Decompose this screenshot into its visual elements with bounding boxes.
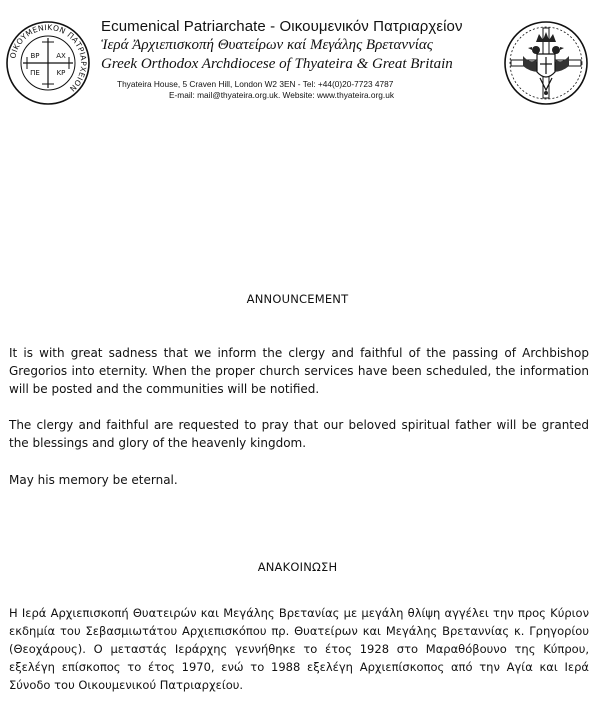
seal-ring-text: ΟΙΚΟΥΜΕΝΙΚΟΝ ΠΑΤΡΙΑΡΧΕΙΟΝ xyxy=(8,22,89,94)
greek-paragraph-1: Η Ιερά Αρχιεπισκοπή Θυατειρών και Μεγάλης Βρετανίας με μεγάλη θλίψη αγγέλει την προς Κύριον εκδημία του Σεβασμιωτάτου Αρχιεπισκόπου πρ. Θυατείρων και Μεγάλης Βρεταννίας κ. Γρηγορίου (Θεοχάρους). Ο μεταστάς Ιεράρχης γεννήθηκε το έτος 1928 στο Μαραθόβουνο της Κύπρου, εξελέγη επίσκοπος το έτος 1970, ενώ το 1988 εξελέγη Αρχιεπίσκοπος από την Αγία και Ιερά Σύνοδο του Οικουμενικού Πατριαρχείου. xyxy=(9,606,589,692)
letterhead xyxy=(0,0,595,120)
letterhead-title: Ecumenical Patriarchate - Οικουμενικόν Πατριαρχείον xyxy=(101,18,463,35)
letterhead-english-title: Greek Orthodox Archdiocese of Thyateira & Great Britain xyxy=(101,56,453,72)
seal-monogram-tl: ΒΡ xyxy=(30,52,40,60)
letterhead-text xyxy=(101,18,497,100)
letterhead-address: Thyateira House, 5 Craven Hill, London W2 3EN - Tel: +44(0)20-7723 4787 xyxy=(117,79,394,89)
english-heading: ANNOUNCEMENT xyxy=(246,292,349,306)
archdiocese-emblem-icon xyxy=(503,20,589,106)
english-paragraph-2: The clergy and faithful are requested to pray that our beloved spiritual father will be granted the blessings and glory of the heavenly kingdom. xyxy=(9,418,589,450)
patriarchate-seal-icon xyxy=(5,20,91,106)
english-paragraph-1: It is with great sadness that we inform the clergy and faithful of the passing of Archbishop Gregorios into eternity. When the proper church services have been scheduled, the information will be posted and the communities will be notified. xyxy=(9,346,589,396)
english-paragraph-3: May his memory be eternal. xyxy=(9,473,178,487)
seal-monogram-bl: ΠΕ xyxy=(30,69,40,77)
seal-monogram-tr: ΑΧ xyxy=(56,52,66,60)
greek-heading: ΑΝΑΚΟΙΝΩΣΗ xyxy=(257,560,338,574)
letterhead-contact: E-mail: mail@thyateira.org.uk. Website: www.thyateira.org.uk xyxy=(169,90,394,100)
letterhead-greek-title: Ἱερά Ἀρχιεπισκοπή Θυατείρων καί Μεγάλης Βρεταννίας xyxy=(101,37,433,53)
seal-monogram-br: ΚΡ xyxy=(56,69,66,77)
